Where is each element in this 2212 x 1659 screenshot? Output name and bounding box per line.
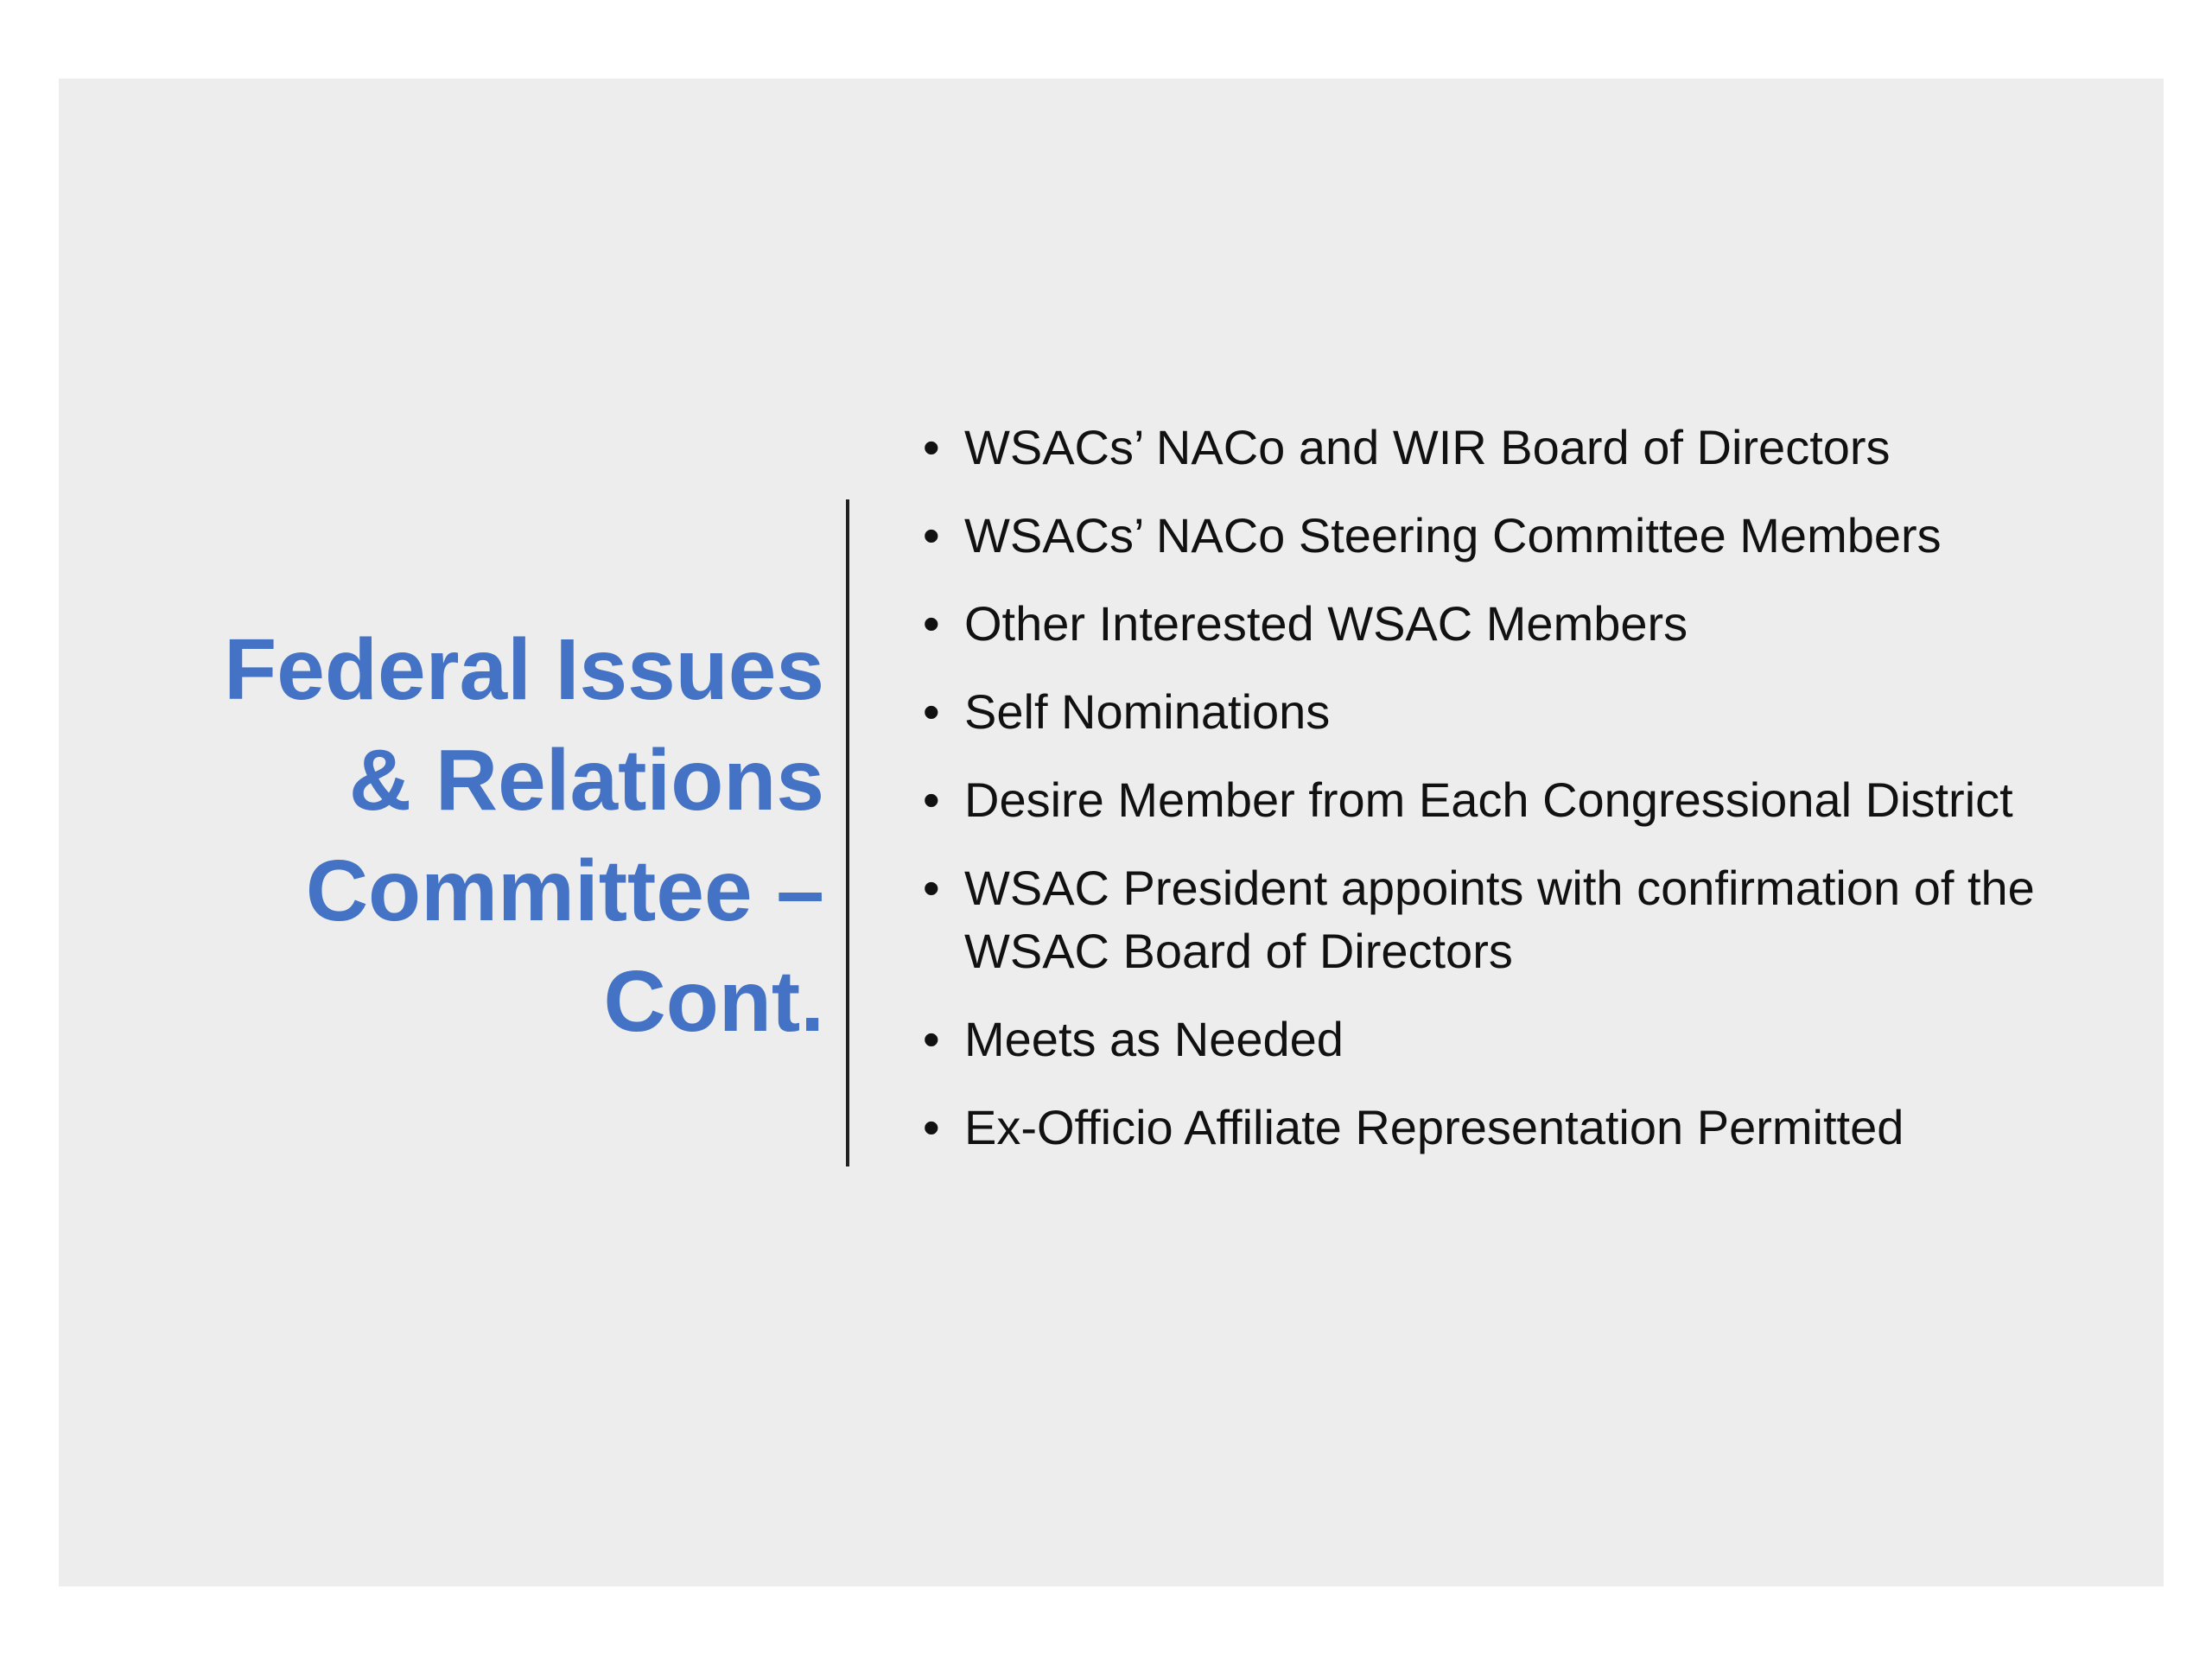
- bullet-text: WSACs’ NACo and WIR Board of Directors: [964, 420, 1891, 474]
- bullet-text: Desire Member from Each Congressional District: [964, 772, 2013, 827]
- bullet-item: [923, 592, 2133, 655]
- bullet-icon: •: [923, 508, 940, 563]
- bullet-item: [923, 680, 2133, 743]
- bullet-icon: •: [923, 420, 940, 474]
- title-line: Cont.: [603, 953, 824, 1050]
- title-line: Committee –: [305, 842, 824, 939]
- bullet-icon: •: [923, 772, 940, 827]
- bullet-item: [923, 1096, 2133, 1159]
- slide: [59, 79, 2164, 1586]
- title-line: Federal Issues: [224, 621, 824, 718]
- bullet-list: [923, 416, 2133, 1184]
- bullet-item: [923, 416, 2133, 479]
- title-line: & Relations: [348, 732, 824, 829]
- bullet-icon: •: [923, 596, 940, 651]
- bullet-text: Other Interested WSAC Members: [964, 596, 1688, 651]
- bullet-item: [923, 856, 2133, 982]
- bullet-icon: •: [923, 1012, 940, 1066]
- bullet-text: WSAC President appoints with confirmation of the WSAC Board of Directors: [964, 861, 2035, 978]
- bullet-text: WSACs’ NACo Steering Committee Members: [964, 508, 1942, 563]
- vertical-divider: [846, 499, 849, 1166]
- bullet-text: Self Nominations: [964, 684, 1331, 739]
- bullet-text: Meets as Needed: [964, 1012, 1344, 1066]
- bullet-icon: •: [923, 1100, 940, 1154]
- bullet-item: [923, 504, 2133, 567]
- bullet-item: [923, 768, 2133, 831]
- bullet-icon: •: [923, 861, 940, 915]
- slide-title: [162, 614, 824, 1057]
- bullet-icon: •: [923, 684, 940, 739]
- bullet-text: Ex-Officio Affiliate Representation Permitted: [964, 1100, 1904, 1154]
- bullet-item: [923, 1007, 2133, 1071]
